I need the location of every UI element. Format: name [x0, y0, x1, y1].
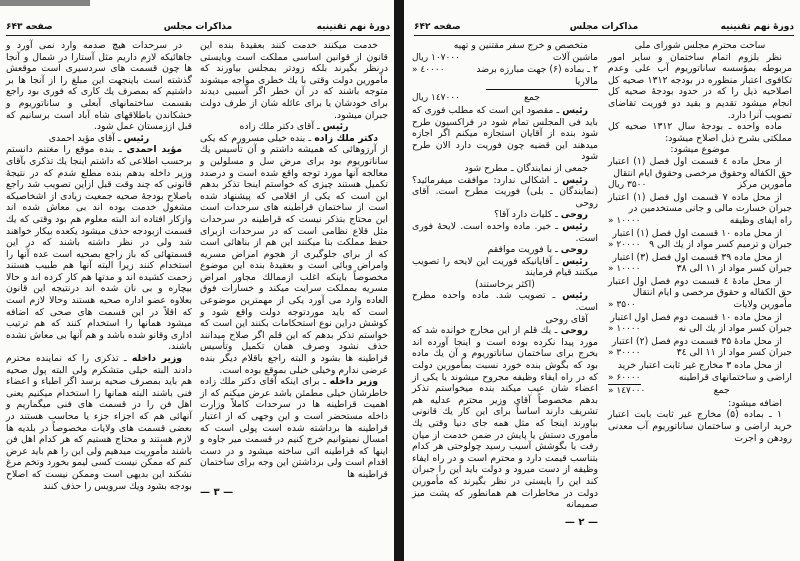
line-text: حق الکفاله وحقوق مرخصی وحقوق ایام انتقال [613, 167, 792, 179]
page-number: صفحه ۶۴۲ [414, 22, 461, 32]
line-text: از محل ماده ۱۰ قسمت دوم فصل اول اعتبار [610, 311, 782, 323]
line-text: ساختمان ساناتوریوم و آن یك ماده بود که بگوش بنده [412, 348, 598, 372]
paragraph [412, 244, 598, 256]
amount-line [608, 239, 792, 252]
speaker-name: دکتر ملك زاده [314, 132, 378, 144]
line-text: نیست که اصلاح بودجه بشود ویك سرویس را حذف کنند [6, 468, 192, 492]
paragraph [412, 325, 598, 511]
line-text: پایش در ضمن خدمت از میان رفت یا بگوشش آسیب [412, 429, 598, 453]
line-text: حق الکفاله و حقوق مرخصی و ایام انتقال [632, 287, 792, 299]
speaker-name: رئیس [562, 220, 588, 232]
centered-line [608, 40, 792, 52]
paragraph [200, 40, 388, 121]
amount-value: ۶۰۰۰۰ « [608, 373, 641, 386]
amount-value: ۱٤۷۰۰۰ ریال [412, 93, 461, 104]
line-text: از محل مادهٔ ٤ قسمت دوم فصل اول اعتبار [608, 275, 782, 287]
paragraph [412, 163, 598, 175]
paragraph [608, 121, 792, 144]
line-text: اراضی و ساختمانهای قراطینه [678, 371, 792, 383]
line-text: ـ برای اینکه آقای دکتر ملك زاده [200, 376, 330, 388]
line-text: ـ اشکالی ندارد: موافقت میفرمائید؟ (نمایندگان ـ [412, 174, 598, 198]
paragraph [412, 209, 598, 221]
line-text: بلی) فوریت مطرح است. آقای روحی [412, 186, 598, 209]
page-footer-number: — ۲ — [564, 516, 598, 528]
header-rule [414, 35, 794, 36]
line-text: فوریت تقاضای تصویب آنرا دارد. [608, 97, 792, 121]
line-text: حذف میشود یکعده بیکار خواهند شد ولی در نظر داشته [6, 225, 192, 249]
paragraph [412, 105, 598, 163]
line-text: بمجلس بیاورند که مأمورین دولت وقتی با یك خطری [200, 63, 388, 86]
line-text: محتاج بتذکر نیست که قراطینه در سرحدات مثل قلاع [200, 213, 388, 237]
speaker-name: رئیس [322, 121, 349, 133]
line-text: میدهیم ولی این را هم باید عرض کنم که ممکن نیست [6, 445, 192, 469]
line-text: از محل مادهٔ ۳۵ قسمت دوم فصل (۲) اعتبار [611, 335, 782, 347]
paragraph [608, 360, 792, 372]
paragraph [200, 133, 388, 376]
line-text: خورد نسبت بمأمورین دولت که در راه ایفاء وظیفه [412, 360, 598, 383]
paragraph [608, 336, 792, 348]
amount-value: ۲۰۰۰۰ « [608, 240, 641, 251]
line-text: واقع شده است و درصدد تکمیل هستند چیزی که خواستم [200, 167, 388, 191]
line-text: مأمورین ولایات [733, 299, 792, 311]
line-text: میگماریم و آنهائی هم که اجزاء جزء یا محاسب هستند [6, 399, 192, 422]
paragraph [608, 409, 792, 444]
paragraph [608, 252, 792, 264]
line-text: لازم داریم مثل آستارا در شمال و آنجا ها چون [6, 51, 192, 75]
line-text: اینجا که مثل همه جای دنیا وقتی یك مأموری دستش یا [412, 418, 598, 441]
line-text: کشیده اند و مدتها هم کار کرده اند و حالا بیچاره و بی نان [6, 271, 192, 295]
paragraph [608, 228, 792, 240]
speaker-name: رئیس [562, 290, 588, 302]
amount-value: ۳۵۰۰ ریال [608, 180, 647, 191]
amount-line [412, 52, 598, 65]
line-text: میخواستم تذکر بدهم مخصوصاً آقای وزیر محترم عدلیه [412, 383, 598, 406]
line-text: جبران کسر مواد از یك الی نه [678, 323, 792, 335]
line-text: آقای روحی [545, 313, 588, 325]
amount-value: ۱٤۷۰۰۰ « [608, 386, 646, 397]
line-text: اطلاعی که داشتم اینجا یك تذکری بآقای وزیر داخله بدهم [6, 155, 192, 179]
line-text: متخصص و خرج سفر مقتنین و تهیه [453, 40, 588, 51]
line-text: عمل شود. [93, 121, 135, 133]
line-text: قسمت های سردسیری است موقعش گذشته است باینجهت [6, 63, 192, 86]
line-text: کسی لیمو بخورد وتخم مرغ نشکند این بدیهی است وممکن [6, 457, 192, 480]
scan-mark [0, 0, 90, 6]
speaker-name: وزیر داخله [329, 376, 379, 388]
line-text: این موضوع مخصوصاً باینکه اغلب ازممالك مجاور امراض [200, 260, 388, 283]
line-text: آقایان استجازه میکنم اگر اجازه میدهند این قضیه [412, 128, 598, 151]
left-page [0, 0, 394, 561]
paragraph [412, 221, 598, 244]
speaker-name: وزیر داخله [131, 353, 182, 365]
line-text: فوری بود راجع بقسمت ساختمانهای آبعلی و ساناتوریوم و [6, 86, 192, 109]
line-text: استخدام میکنیم یعنی اهل فن را در قسمت های فنی [6, 387, 192, 411]
amount-line [608, 215, 792, 228]
line-text: ماشین آلات [552, 51, 598, 63]
paragraph [6, 40, 192, 133]
line-text: را جبران کند این را بایستی در نظر بگیرند که مأمورین [412, 464, 598, 487]
line-text: این مبلغ را از آنجا ها بر داشتیم که بمصرف یك کاری که [6, 74, 192, 98]
speaker-name: رئیس [562, 255, 588, 267]
line-text: مسریه بمملکت سرایت میکند و خسارات فوق العاده [200, 283, 388, 307]
line-text: بشرح ذیل اصلاح میشود: [665, 132, 760, 144]
line-text: ـ یك قلم از این مخارج خوانده شد که مورد [412, 325, 598, 348]
page-header [414, 22, 794, 35]
line-text: در بودجه ۱۳۱۲ صحیه کل اصلاحیه ذیل را که در [608, 74, 792, 98]
line-text: صلاح میدانند حذف نشود وصرف همان تکمیل وتأسیس [200, 329, 388, 353]
paragraph [412, 40, 598, 52]
line-text: ـ تذکری را که نماینده محترم دادند البته [6, 353, 192, 376]
line-text: جمعی از نمایندگان ـ مطرح شود [464, 162, 588, 174]
line-text: بمؤسسه ساناتوریوم آب علی وعدم تکافوی اعتبار منظوره [608, 63, 792, 86]
paragraph [412, 314, 598, 326]
line-text: جاوه و اینها که قراطینه ائی ساخته میشود و در دست [200, 434, 388, 457]
paragraph [608, 312, 792, 324]
line-text: جمع [713, 385, 730, 397]
line-text: صحیه برسد اگر اطباء و اعضاء فنی باشند البته همانها را [6, 376, 192, 399]
line-text: حدود بودجهٔ صحیه کل انجام میشود تقدیم و بقید دو [608, 86, 792, 109]
text-column-left [412, 40, 598, 528]
line-text: (اکثر برخاستند) [475, 278, 535, 290]
line-text: ـ بنده موقع را مغتنم دانستم برحسب [6, 144, 192, 167]
right-page [404, 0, 800, 561]
line-text: فی المجلس تمام شود در فراکسیون طرح شود بنده از [412, 116, 599, 140]
line-text: اراضی و ساختمان ساناتوریوم آب معدنی رودهن و اجرت [608, 421, 792, 444]
session-label: دورهٔ نهم تقنینیه [316, 22, 390, 32]
header-rule [6, 35, 390, 36]
line-text: پولی است که امسال نمیتوانیم خرج کنیم در قسمت میر [200, 422, 388, 446]
line-text: از محل ماده ۳ مخارج غیر ثابت اعتبار خرید [617, 360, 782, 372]
line-text: ـ تصویب شد. ماده واحده مطرح است. [412, 290, 598, 314]
line-text: در بعضی قسمت های ولایات مخصوصاً در بلدیه ها لازم [6, 411, 192, 446]
amount-value: ۱۰۰۰۰ « [608, 264, 641, 275]
line-text: پیدا نکرده بوده است و اینجا آورده اند بخرج برای [412, 336, 598, 360]
amount-line [608, 385, 792, 398]
paragraph [608, 276, 792, 299]
line-text: قوانین اساسی مملکت است وبایستی درنظر بگیرند بلکه زودتر [200, 51, 388, 75]
line-text: ساحت محترم مجلس شورای ملی [634, 40, 766, 51]
amount-line [608, 323, 792, 336]
line-text: اقدام است ولی برداشتن این وجه برای ساختمان قراطینه ها [200, 457, 388, 480]
line-text: ـ خیر. ماده واحده است. لایحهٔ فوری است. [412, 220, 598, 244]
paragraph [608, 192, 792, 215]
line-text: از محل ماده ۳۹ قسمت اول فصل (۳) اعتبار [612, 251, 782, 263]
line-text: بود برای مرض سل و مسلولین و معالجه آنها مورد توجه [200, 155, 388, 179]
line-text: ماده واحده ـ بودجهٔ سال ۱۳۱۲ صحیه کل مملکتی [608, 121, 792, 144]
line-text: شده باشد و هم آنها بی معاش نشده باشند. [6, 329, 192, 353]
line-text: دولت در مخاطرات هم همانطور که پشت میز صمیمانه [412, 487, 598, 511]
line-text: رسید چولوحتی هر کدام بتناسب قیمت دارد و محترم است [412, 441, 598, 464]
paragraph [608, 52, 792, 122]
line-text: قراطینه ها بشود و البته راجع باقلام دیگر بنده عرضی [200, 353, 388, 376]
line-text: وارد می آورد یکی از مهمترین موضوعی است که باید [200, 295, 388, 318]
line-text: جبران کسر مواد از ۱۱ الی ۳٤ [676, 347, 792, 359]
line-text: ندارم وخیلی خیلی بموقع بوده است. [219, 364, 359, 376]
line-text: قراطینه ها در سرحدات کاملاً وزارت داخله مستحضر است [200, 399, 388, 422]
line-text: ـ کلیات دارد آقا؟ [494, 209, 561, 221]
line-text: ۱ ـ بماده (۵) مخارج غیر ثابت بابت اعتبار خرید [608, 409, 792, 432]
line-text: موردتوجه دولت واقع شود و کوشش دراین نوع استحکامات [200, 306, 388, 330]
line-text: مجروح میشوند یا یکی از اعضاء شان عیب میکند بنده [412, 371, 598, 395]
line-text: قیام فرمایند [525, 267, 572, 279]
line-text: از محل ماده ۷ قسمت اول فصل (۱) اعتبار [608, 191, 782, 203]
paragraph [412, 290, 598, 313]
line-text: جبران خسارت مالی و جانی مستخدمین در [628, 203, 792, 215]
line-text: خشکاندن باطلاقهای شاه آباد است برسانیم که قبل اززمستان [6, 109, 192, 133]
line-text: راه ایفای وظیفه [729, 214, 792, 226]
paragraph [6, 144, 192, 353]
line-text: خدمت میکنند خدمت کنند بعقیدهٔ بنده این قانون از [200, 40, 388, 63]
amount-line [412, 64, 598, 87]
header-title: مذاکرات مجلس [163, 22, 233, 32]
page-header [6, 22, 390, 35]
line-text: خاطرشان خیلی مطمئن باشد عرض میکنم که از اهمیت [200, 387, 388, 411]
centered-line [412, 279, 598, 291]
line-text: افتاده اند البته معلوم هم بود وقتی که یك قسمت ازبودجه [6, 213, 193, 237]
text-column-left [6, 40, 192, 492]
line-text: مواجه میشوند متوجه باشند که در آن خطر اگر آسیبی [200, 74, 388, 98]
speaker-name: روحی [560, 325, 588, 337]
line-text: نظامی است که در سرحدات ازبرای حفظ مملکت بنا [200, 225, 388, 249]
line-text: جبران کسر مواد از ۱۱ الی ۳۸ [676, 263, 792, 275]
line-text: ـ با فوریت موافقم [487, 244, 561, 256]
line-text: موضوع میشود: [670, 144, 730, 156]
line-text: بکنند این است که خواستم تذکر بدهم که این قلم اگر [200, 318, 388, 341]
amount-line [608, 347, 792, 360]
page-number: صفحه ۶۴۳ [6, 22, 53, 32]
line-text: از محل ماده ۱۰ قسمت اول فصل (۱) اعتبار [612, 227, 782, 239]
line-text: بنده مطلع شدم که در نتیجهٔ قانونی که چند وقت قبل ازاین [6, 167, 192, 191]
amount-value: ۱۰۰۰۰ « [608, 215, 641, 226]
amount-value: ۱۰۰۰۰ « [608, 324, 641, 335]
line-text: چون فوریت دارد الان طرح شود [412, 139, 598, 163]
line-text: و این وجهی که از اعتبار قراطینه ها برداشته شده است [200, 411, 388, 434]
speaker-name: روحی [560, 244, 588, 256]
line-text: آرزوهائی که همیشه داشتم و آن تأسیس یك ساناتوریوم [200, 144, 388, 167]
amount-line [608, 263, 792, 276]
speaker-name: روحی [560, 209, 588, 221]
paragraph [412, 175, 598, 210]
line-text: نظر بلزوم اتمام ساختمان و سایر امور مربوطه [608, 51, 792, 75]
sum-rule [486, 89, 598, 90]
amount-line [608, 372, 792, 386]
speaker-name: رئیس [562, 174, 588, 186]
centered-line [200, 121, 388, 133]
line-text: دیدند برای خودشان یا برای عائله شان از طرف دولت [200, 86, 388, 109]
line-text: شده اند درنتیجه این قانون بعلاوه عضو اداره صحیه هستند [6, 283, 192, 307]
paragraph [412, 256, 598, 279]
line-text: ـ بنده خیلی مسرورم که یکی از [200, 132, 388, 156]
line-text: تصویب شد راجع باصلاح بودجهٔ صحیه جمعیت زیادی از [6, 179, 192, 202]
line-text: اضافه میشود: [728, 397, 782, 409]
line-text: و در راه ایفاء وظیفه از دست میرود و دولت باید این [412, 452, 598, 476]
line-text: از محل ماده ٤ قسمت اول فصل (۱) اعتبار [608, 155, 782, 167]
line-text: جبران و ترمیم کسر مواد از یك الی ۹ [649, 239, 792, 251]
line-text: اینجا تذکر بدهم این است که یکی از اقلامی که پیشنهاد [200, 179, 388, 202]
amount-value: ۱۰۷۰۰۰ ریال [412, 52, 461, 63]
line-text: هجوم امراض مسریه وامراض وبائی است و بعقیدهٔ بنده [200, 248, 388, 272]
paragraph [608, 398, 792, 410]
line-text: شده است از ساختمان قراطینه های سرحدات است این [200, 190, 388, 225]
line-text: ـ آقایانیکه فوریت این لایحه را تصویب میکنند [412, 255, 598, 279]
line-text: جبران میشود. [333, 109, 388, 121]
amount-line [608, 179, 792, 192]
header-title: مذاکرات مجلس [569, 22, 639, 32]
speaker-name: رئیس [562, 104, 588, 116]
centered-line [608, 144, 792, 156]
line-text: میشود همانها را استخدام کنند که هم ترتیب اداری وقانو [6, 318, 192, 341]
amount-value: ۳۵۰۰ « [608, 300, 636, 311]
line-text: وحالا لازم است که اقلاً در این قسمت های صحی که اضافه [6, 295, 192, 318]
line-text: ـ آقای مؤید احمدی [48, 132, 124, 144]
centered-line [6, 133, 192, 145]
line-text: هم تشریف دارند اساساً برای این کار یك قانونی بیاورند [412, 394, 598, 429]
speaker-name: مؤید احمدی [126, 144, 182, 156]
line-text: در سرحدات هیچ صدمه وارد نمی آورد و جاهائیکه [6, 40, 192, 63]
text-column-right [608, 40, 792, 444]
line-text: میکنند این هم از بناهائی است که از برای جلوگیری از [200, 237, 388, 260]
line-text: مأمورین مرکز [737, 179, 792, 191]
amount-value: ٤۰۰۰۰ « [412, 65, 445, 76]
line-text: اشخاصیکه مشغول خدمت بوده اند بی معاش شده اند وازکار [6, 190, 192, 225]
line-text: جمع [523, 92, 541, 104]
line-text: باشند که در این قسمتهائی که باز راجع بصحیه است عده آنها [6, 237, 192, 260]
line-text: ـ مقصود این است که مطلب فوری که باید [412, 104, 598, 128]
amount-line [412, 92, 598, 105]
amount-value: ۳۰۰۰۰ « [608, 348, 641, 359]
paragraph [200, 376, 388, 480]
line-text: هستند و محتاج هستیم که هر کدام اهل فن باشند مأموریت [6, 434, 193, 457]
book-binding-gutter [394, 0, 404, 561]
line-text: خیلی متشکرم ولی البته پول صحیه هم باید بمصرف [6, 364, 192, 388]
session-label: دورهٔ نهم تقنینیه [720, 22, 794, 32]
speaker-name: رئیس [123, 132, 150, 144]
line-text: را استخدام کنند زیرا البته آنها هم طبیب هستند زحمت [6, 248, 192, 283]
line-text: ۲ ـ بماده (۶) جهت مبارزه برضد مالاریا [476, 64, 598, 87]
paragraph [608, 156, 792, 179]
line-text: ـ آقای دکتر ملك زاده [239, 121, 323, 133]
paragraph [6, 353, 192, 492]
text-column-right [200, 40, 388, 498]
page-footer-number: — ۳ — [200, 486, 234, 498]
amount-line [608, 299, 792, 312]
